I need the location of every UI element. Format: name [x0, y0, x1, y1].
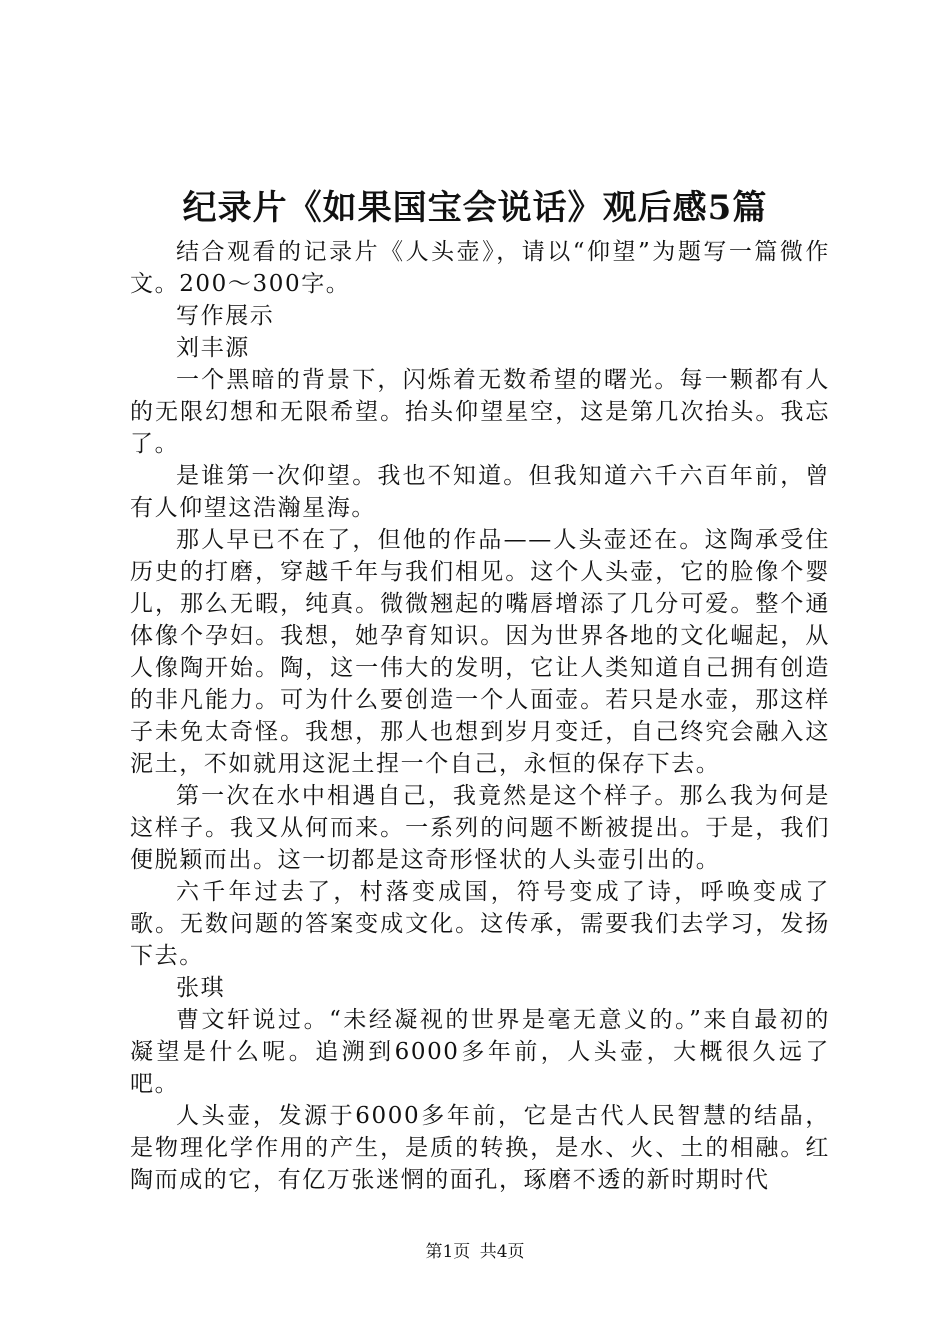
paragraph-author-name: 张琪: [176, 975, 226, 1001]
paragraph-author-name: 刘丰源: [176, 335, 250, 361]
document-body: [130, 236, 830, 1196]
paragraph: 六千年过去了，村落变成国，符号变成了诗，呼唤变成了歌。无数问题的答案变成文化。这传承，需要我们去学习，发扬下去。: [130, 879, 830, 969]
paragraph: 人头壶，发源于6000多年前，它是古代人民智慧的结晶，是物理化学作用的产生，是质的转换，是水、火、土的相融。红陶而成的它，有亿万张迷惘的面孔，琢磨不透的新时期时代: [130, 1103, 830, 1193]
page-footer: [0, 1240, 950, 1264]
paragraph: 曹文轩说过。“未经凝视的世界是毫无意义的。”来自最初的凝望是什么呢。追溯到6000多年前，人头壶，大概很久远了吧。: [130, 1007, 830, 1097]
paragraph: 一个黑暗的背景下，闪烁着无数希望的曙光。每一颗都有人的无限幻想和无限希望。抬头仰望星空，这是第几次抬头。我忘了。: [130, 367, 830, 457]
paragraph-section-heading: 写作展示: [176, 303, 275, 329]
paragraph-prompt: 结合观看的记录片《人头壶》，请以“仰望”为题写一篇微作文。200～300字。: [130, 239, 830, 297]
page-number-current: 第1页: [425, 1242, 471, 1262]
paragraph: 第一次在水中相遇自己，我竟然是这个样子。那么我为何是这样子。我又从何而来。一系列的问题不断被提出。于是，我们便脱颖而出。这一切都是这奇形怪状的人头壶引出的。: [130, 783, 830, 873]
paragraph: 是谁第一次仰望。我也不知道。但我知道六千六百年前，曾有人仰望这浩瀚星海。: [130, 463, 830, 521]
paragraph: 那人早已不在了，但他的作品——人头壶还在。这陶承受住历史的打磨，穿越千年与我们相见。这个人头壶，它的脸像个婴儿，那么无暇，纯真。微微翘起的嘴唇增添了几分可爱。整个通体像个孕妇。我想，她孕育知识。因为世界各地的文化崛起，从人像陶开始。陶，这一伟大的发明，它让人类知道自己拥有创造的非凡能力。可为什么要创造一个人面壶。若只是水壶，那这样子未免太奇怪。我想，那人也想到岁月变迁，自己终究会融入这泥土，不如就用这泥土捏一个自己，永恒的保存下去。: [130, 527, 830, 777]
page-number-total: 共4页: [479, 1242, 525, 1262]
document-title: 纪录片《如果国宝会说话》观后感5篇: [182, 188, 768, 228]
